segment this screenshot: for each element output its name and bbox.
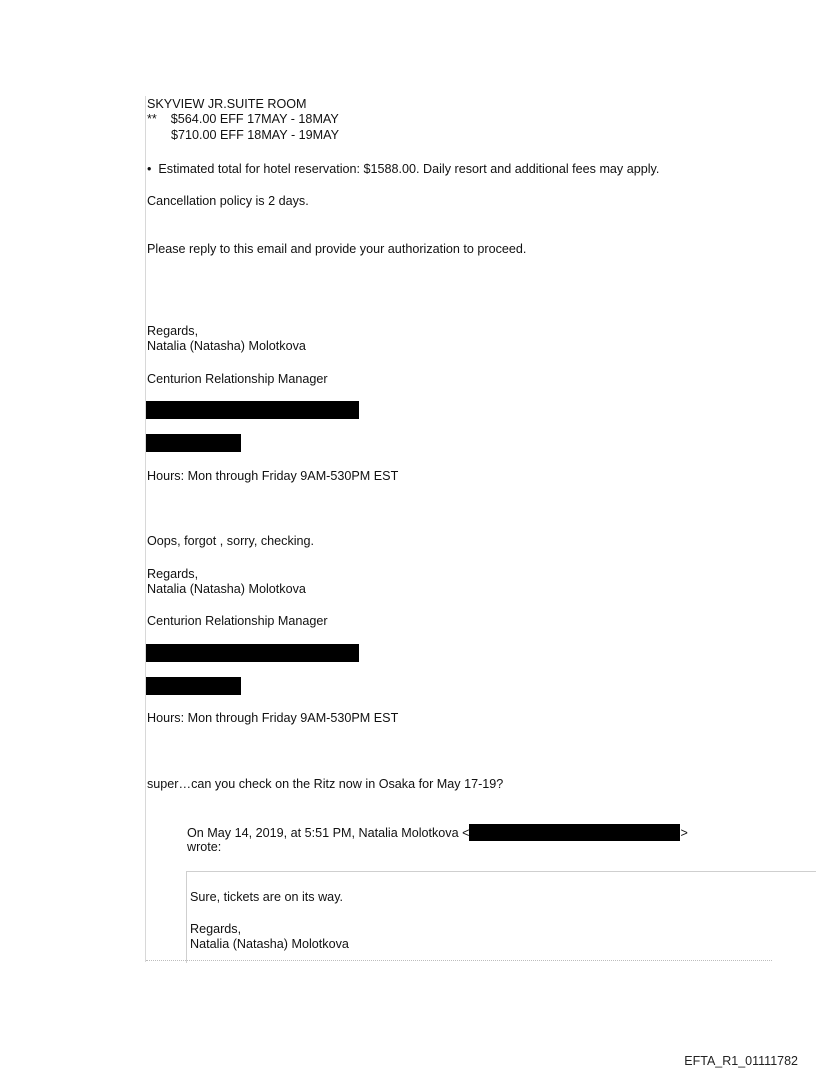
signature-1-regards: Regards, <box>147 324 199 338</box>
quote-left-rule <box>186 871 187 963</box>
rate-line-1: ** $564.00 EFF 17MAY - 18MAY <box>147 112 339 126</box>
redaction-bar <box>146 644 359 662</box>
redaction-bar <box>146 401 359 419</box>
quote-bottom-rule <box>146 960 772 961</box>
room-name: SKYVIEW JR.SUITE ROOM <box>147 97 307 111</box>
redaction-bar <box>146 677 241 695</box>
message-3-body: super…can you check on the Ritz now in Osaka for May 17-19? <box>147 777 504 791</box>
redacted-email <box>469 824 680 841</box>
signature-1-title: Centurion Relationship Manager <box>147 372 328 386</box>
cancellation-policy: Cancellation policy is 2 days. <box>147 194 309 208</box>
signature-1-name: Natalia (Natasha) Molotkova <box>147 339 306 353</box>
signature-2-title: Centurion Relationship Manager <box>147 614 328 628</box>
estimate-line: • Estimated total for hotel reservation: $1588.00. Daily resort and additional fees may apply. <box>147 162 660 176</box>
quote-header-prefix: On May 14, 2019, at 5:51 PM, Natalia Molotkova < <box>187 826 470 840</box>
quote-header-line-2: wrote: <box>187 840 222 854</box>
signature-2-name: Natalia (Natasha) Molotkova <box>147 582 306 596</box>
quoted-body: Sure, tickets are on its way. <box>190 890 344 904</box>
document-id: EFTA_R1_01111782 <box>684 1054 798 1068</box>
quoted-name: Natalia (Natasha) Molotkova <box>190 937 349 951</box>
thread-left-rule <box>145 96 146 962</box>
quote-header-line-1 <box>187 824 688 841</box>
redaction-bar <box>146 434 241 452</box>
quoted-regards: Regards, <box>190 922 242 936</box>
quote-header-suffix: > <box>680 826 688 840</box>
signature-2-regards: Regards, <box>147 567 199 581</box>
quote-top-rule <box>186 871 816 872</box>
signature-2-hours: Hours: Mon through Friday 9AM-530PM EST <box>147 711 399 725</box>
signature-1-hours: Hours: Mon through Friday 9AM-530PM EST <box>147 469 399 483</box>
rate-line-2: $710.00 EFF 18MAY - 19MAY <box>171 128 339 142</box>
message-2-body: Oops, forgot , sorry, checking. <box>147 534 315 548</box>
authorization-request: Please reply to this email and provide your authorization to proceed. <box>147 242 527 256</box>
